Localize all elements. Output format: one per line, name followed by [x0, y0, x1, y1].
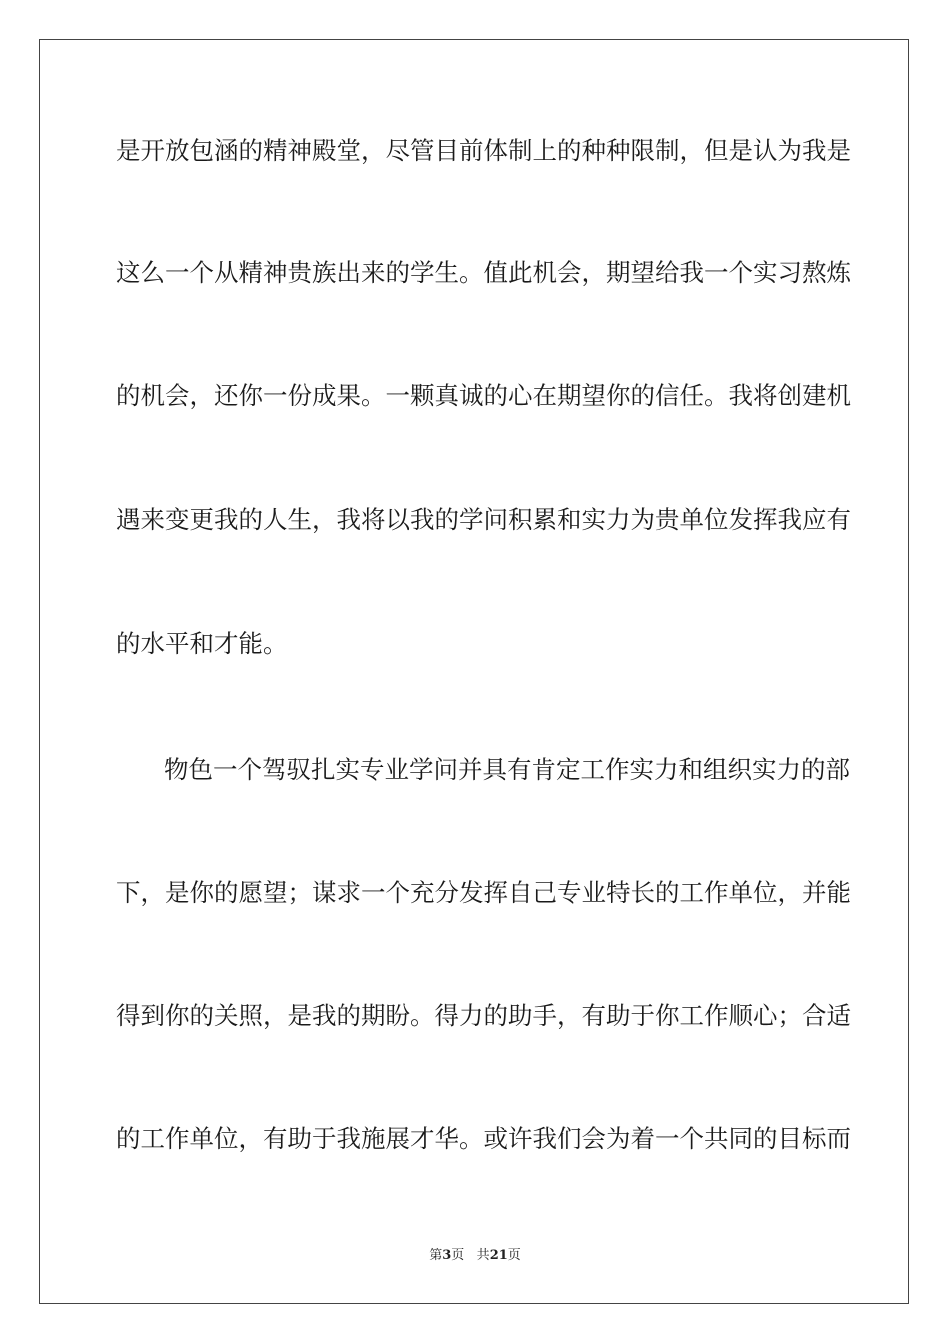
- footer-total-pages: 21: [489, 1248, 508, 1263]
- footer-page-number: 3: [442, 1248, 452, 1263]
- page-footer: [0, 1244, 950, 1263]
- footer-total-prefix: 共: [476, 1248, 490, 1263]
- text-line-8: 得到你的关照，是我的期盼。得力的助手，有助于你工作顺心；合适: [116, 1001, 851, 1030]
- page-border: [39, 39, 909, 1304]
- text-line-9: 的工作单位，有助于我施展才华。或许我们会为着一个共同的目标而: [116, 1124, 851, 1153]
- text-line-3: 的机会，还你一份成果。一颗真诚的心在期望你的信任。我将创建机: [116, 381, 851, 410]
- text-line-5: 的水平和才能。: [116, 629, 288, 658]
- footer-page-prefix: 第: [429, 1248, 443, 1263]
- text-line-1: 是开放包涵的精神殿堂，尽管目前体制上的种种限制，但是认为我是: [116, 136, 851, 165]
- footer-total-suffix: 页: [507, 1248, 521, 1263]
- text-line-2: 这么一个从精神贵族出来的学生。值此机会，期望给我一个实习熬炼: [116, 258, 851, 287]
- text-line-4: 遇来变更我的人生，我将以我的学问积累和实力为贵单位发挥我应有: [116, 505, 851, 534]
- text-line-7: 下，是你的愿望；谋求一个充分发挥自己专业特长的工作单位，并能: [116, 878, 851, 907]
- footer-page-suffix: 页: [451, 1248, 465, 1263]
- paragraph-first-line: 物色一个驾驭扎实专业学问并具有肯定工作实力和组织实力的部: [164, 755, 850, 784]
